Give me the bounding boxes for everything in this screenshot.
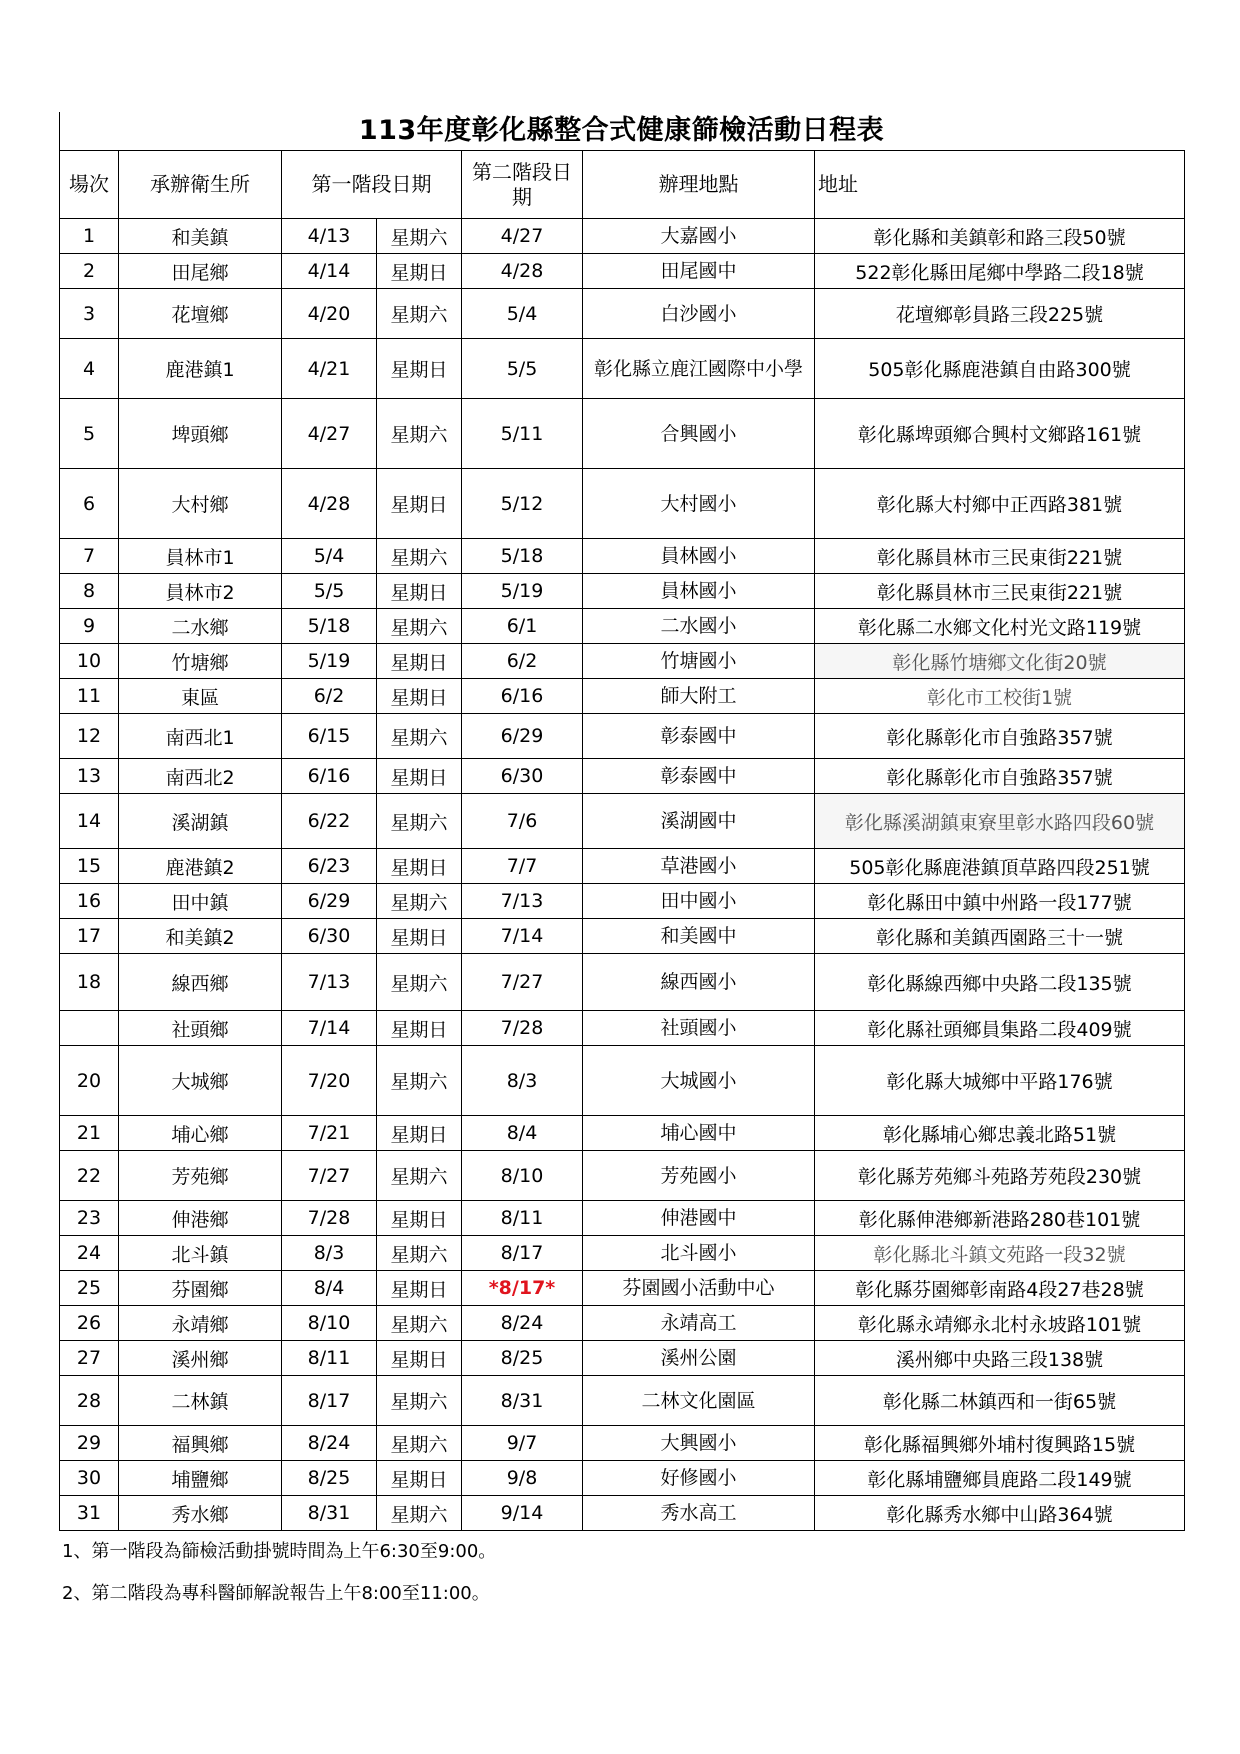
- cell-phase1-date: 8/31: [282, 1496, 377, 1531]
- table-row: [60, 609, 1185, 644]
- cell-address: 彰化縣二林鎮西和一街65號: [815, 1376, 1185, 1426]
- cell-venue: 社頭國小: [583, 1011, 815, 1046]
- cell-phase1-weekday: 星期六: [377, 884, 462, 919]
- cell-phase1-weekday: 星期日: [377, 574, 462, 609]
- cell-phase1-weekday: 星期六: [377, 1151, 462, 1201]
- cell-unit: 田中鎮: [119, 884, 282, 919]
- cell-phase1-date: 7/21: [282, 1116, 377, 1151]
- cell-phase1-date: 7/13: [282, 954, 377, 1011]
- cell-phase2-date: 6/1: [462, 609, 583, 644]
- table-row: [60, 1201, 1185, 1236]
- cell-unit: 溪湖鎮: [119, 794, 282, 849]
- cell-phase1-date: 4/14: [282, 254, 377, 289]
- cell-venue: 北斗國小: [583, 1236, 815, 1271]
- cell-address: 彰化縣永靖鄉永北村永坡路101號: [815, 1306, 1185, 1341]
- cell-phase2-date: 7/13: [462, 884, 583, 919]
- cell-address: 彰化縣埤頭鄉合興村文鄉路161號: [815, 399, 1185, 469]
- cell-phase2-date: 5/12: [462, 469, 583, 539]
- cell-phase2-date: 7/27: [462, 954, 583, 1011]
- cell-phase1-weekday: 星期日: [377, 1201, 462, 1236]
- cell-phase1-date: 5/18: [282, 609, 377, 644]
- cell-venue: 芬園國小活動中心: [583, 1271, 815, 1306]
- cell-session: 12: [60, 714, 119, 759]
- cell-address: 彰化縣芳苑鄉斗苑路芳苑段230號: [815, 1151, 1185, 1201]
- cell-session: 27: [60, 1341, 119, 1376]
- cell-session: 21: [60, 1116, 119, 1151]
- table-row: [60, 219, 1185, 254]
- cell-phase2-date: 5/18: [462, 539, 583, 574]
- cell-phase2-date: 6/2: [462, 644, 583, 679]
- cell-phase2-date: 8/17: [462, 1236, 583, 1271]
- cell-address: 彰化縣竹塘鄉文化街20號: [815, 644, 1185, 679]
- cell-unit: 埔鹽鄉: [119, 1461, 282, 1496]
- cell-unit: 和美鎮2: [119, 919, 282, 954]
- cell-session: 3: [60, 289, 119, 339]
- cell-session: 1: [60, 219, 119, 254]
- cell-phase1-date: 5/5: [282, 574, 377, 609]
- cell-venue: 二水國小: [583, 609, 815, 644]
- cell-venue: 伸港國中: [583, 1201, 815, 1236]
- cell-phase2-date: 5/4: [462, 289, 583, 339]
- cell-phase2-date: 8/24: [462, 1306, 583, 1341]
- header-unit: 承辦衛生所: [119, 151, 282, 219]
- cell-phase2-date: 5/11: [462, 399, 583, 469]
- table-row: [60, 254, 1185, 289]
- cell-phase1-weekday: 星期六: [377, 539, 462, 574]
- cell-session: 8: [60, 574, 119, 609]
- cell-phase2-date: 8/4: [462, 1116, 583, 1151]
- table-row: [60, 1461, 1185, 1496]
- header-row: [60, 151, 1185, 219]
- cell-venue: 員林國小: [583, 574, 815, 609]
- cell-phase1-weekday: 星期六: [377, 954, 462, 1011]
- cell-phase1-date: 7/28: [282, 1201, 377, 1236]
- cell-venue: 竹塘國小: [583, 644, 815, 679]
- cell-phase1-weekday: 星期六: [377, 399, 462, 469]
- cell-address: 522彰化縣田尾鄉中學路二段18號: [815, 254, 1185, 289]
- cell-phase1-weekday: 星期六: [377, 1046, 462, 1116]
- cell-unit: 東區: [119, 679, 282, 714]
- cell-session: 23: [60, 1201, 119, 1236]
- cell-address: 彰化縣員林市三民東街221號: [815, 574, 1185, 609]
- cell-phase1-weekday: 星期日: [377, 254, 462, 289]
- cell-unit: 鹿港鎮1: [119, 339, 282, 399]
- cell-address: 彰化縣大城鄉中平路176號: [815, 1046, 1185, 1116]
- cell-unit: 竹塘鄉: [119, 644, 282, 679]
- cell-phase1-weekday: 星期日: [377, 1341, 462, 1376]
- cell-venue: 溪州公園: [583, 1341, 815, 1376]
- cell-phase1-date: 8/4: [282, 1271, 377, 1306]
- cell-venue: 彰泰國中: [583, 759, 815, 794]
- cell-address: 505彰化縣鹿港鎮自由路300號: [815, 339, 1185, 399]
- table-row: [60, 1011, 1185, 1046]
- schedule-body: [60, 219, 1185, 1531]
- note-phase2: 2、第二階段為專科醫師解說報告上午8:00至11:00。: [62, 1583, 490, 1604]
- cell-address: 彰化縣員林市三民東街221號: [815, 539, 1185, 574]
- cell-session: 18: [60, 954, 119, 1011]
- cell-venue: 大嘉國小: [583, 219, 815, 254]
- cell-phase1-weekday: 星期六: [377, 1306, 462, 1341]
- cell-phase2-date: 8/11: [462, 1201, 583, 1236]
- cell-unit: 田尾鄉: [119, 254, 282, 289]
- cell-unit: 大城鄉: [119, 1046, 282, 1116]
- cell-session: 4: [60, 339, 119, 399]
- cell-session: 20: [60, 1046, 119, 1116]
- table-row: [60, 954, 1185, 1011]
- cell-phase1-weekday: 星期六: [377, 794, 462, 849]
- table-row: [60, 644, 1185, 679]
- cell-phase2-date: 9/14: [462, 1496, 583, 1531]
- cell-phase1-date: 8/17: [282, 1376, 377, 1426]
- cell-unit: 南西北2: [119, 759, 282, 794]
- cell-phase1-date: 8/3: [282, 1236, 377, 1271]
- header-venue: 辦理地點: [583, 151, 815, 219]
- cell-address: 彰化縣社頭鄉員集路二段409號: [815, 1011, 1185, 1046]
- cell-phase2-date: 4/27: [462, 219, 583, 254]
- cell-venue: 和美國中: [583, 919, 815, 954]
- cell-phase2-date: 7/14: [462, 919, 583, 954]
- cell-session: 11: [60, 679, 119, 714]
- cell-phase1-date: 8/25: [282, 1461, 377, 1496]
- header-address: 地址: [815, 151, 1185, 219]
- cell-phase1-date: 4/28: [282, 469, 377, 539]
- cell-address: 彰化縣線西鄉中央路二段135號: [815, 954, 1185, 1011]
- cell-phase2-date: 9/7: [462, 1426, 583, 1461]
- cell-phase1-date: 6/30: [282, 919, 377, 954]
- cell-phase1-weekday: 星期六: [377, 1236, 462, 1271]
- cell-address: 彰化縣秀水鄉中山路364號: [815, 1496, 1185, 1531]
- cell-phase2-date: 5/19: [462, 574, 583, 609]
- page-title: 113年度彰化縣整合式健康篩檢活動日程表: [358, 115, 885, 146]
- cell-venue: 師大附工: [583, 679, 815, 714]
- cell-phase1-weekday: 星期日: [377, 1271, 462, 1306]
- cell-address: 彰化縣二水鄉文化村光文路119號: [815, 609, 1185, 644]
- cell-unit: 芬園鄉: [119, 1271, 282, 1306]
- table-row: [60, 1116, 1185, 1151]
- cell-address: 彰化縣彰化市自強路357號: [815, 714, 1185, 759]
- table-row: [60, 1271, 1185, 1306]
- cell-venue: 秀水高工: [583, 1496, 815, 1531]
- cell-unit: 溪州鄉: [119, 1341, 282, 1376]
- table-row: [60, 884, 1185, 919]
- cell-address: 彰化縣溪湖鎮東寮里彰水路四段60號: [815, 794, 1185, 849]
- table-row: [60, 919, 1185, 954]
- cell-venue: 好修國小: [583, 1461, 815, 1496]
- cell-phase1-weekday: 星期六: [377, 714, 462, 759]
- cell-address: 彰化縣伸港鄉新港路280巷101號: [815, 1201, 1185, 1236]
- cell-address: 彰化市工校街1號: [815, 679, 1185, 714]
- cell-session: 22: [60, 1151, 119, 1201]
- cell-phase1-weekday: 星期日: [377, 679, 462, 714]
- cell-phase1-weekday: 星期日: [377, 339, 462, 399]
- cell-phase2-date: 8/25: [462, 1341, 583, 1376]
- cell-venue: 大興國小: [583, 1426, 815, 1461]
- cell-phase1-date: 8/24: [282, 1426, 377, 1461]
- cell-phase1-date: 7/14: [282, 1011, 377, 1046]
- cell-unit: 二林鎮: [119, 1376, 282, 1426]
- cell-phase1-date: 5/19: [282, 644, 377, 679]
- cell-unit: 花壇鄉: [119, 289, 282, 339]
- cell-venue: 大村國小: [583, 469, 815, 539]
- cell-phase1-weekday: 星期六: [377, 1376, 462, 1426]
- cell-phase1-date: 6/2: [282, 679, 377, 714]
- cell-unit: 北斗鎮: [119, 1236, 282, 1271]
- cell-phase1-date: 4/13: [282, 219, 377, 254]
- cell-unit: 社頭鄉: [119, 1011, 282, 1046]
- table-row: [60, 759, 1185, 794]
- cell-session: 31: [60, 1496, 119, 1531]
- cell-phase2-date: 6/30: [462, 759, 583, 794]
- cell-unit: 員林市1: [119, 539, 282, 574]
- cell-session: 2: [60, 254, 119, 289]
- cell-venue: 永靖高工: [583, 1306, 815, 1341]
- cell-session: 6: [60, 469, 119, 539]
- table-row: [60, 1341, 1185, 1376]
- cell-phase2-date: 6/16: [462, 679, 583, 714]
- cell-phase1-date: 8/11: [282, 1341, 377, 1376]
- cell-phase1-date: 7/27: [282, 1151, 377, 1201]
- cell-address: 花壇鄉彰員路三段225號: [815, 289, 1185, 339]
- cell-session: [60, 1011, 119, 1046]
- cell-phase2-date: 4/28: [462, 254, 583, 289]
- cell-venue: 合興國小: [583, 399, 815, 469]
- table-row: [60, 714, 1185, 759]
- cell-session: 13: [60, 759, 119, 794]
- cell-session: 16: [60, 884, 119, 919]
- cell-unit: 福興鄉: [119, 1426, 282, 1461]
- cell-unit: 線西鄉: [119, 954, 282, 1011]
- table-row: [60, 574, 1185, 609]
- table-row: [60, 1496, 1185, 1531]
- table-row: [60, 539, 1185, 574]
- cell-session: 5: [60, 399, 119, 469]
- cell-venue: 田中國小: [583, 884, 815, 919]
- cell-phase1-weekday: 星期六: [377, 609, 462, 644]
- cell-venue: 大城國小: [583, 1046, 815, 1116]
- cell-phase1-date: 4/21: [282, 339, 377, 399]
- table-row: [60, 1151, 1185, 1201]
- table-row: [60, 1426, 1185, 1461]
- header-phase1: 第一階段日期: [282, 151, 462, 219]
- cell-phase1-date: 6/29: [282, 884, 377, 919]
- note-phase1: 1、第一階段為篩檢活動掛號時間為上午6:30至9:00。: [62, 1541, 497, 1562]
- table-row: [60, 679, 1185, 714]
- cell-unit: 伸港鄉: [119, 1201, 282, 1236]
- table-row: [60, 849, 1185, 884]
- table-row: [60, 289, 1185, 339]
- cell-address: 彰化縣埔鹽鄉員鹿路二段149號: [815, 1461, 1185, 1496]
- cell-unit: 二水鄉: [119, 609, 282, 644]
- cell-address: 彰化縣福興鄉外埔村復興路15號: [815, 1426, 1185, 1461]
- table-row: [60, 1306, 1185, 1341]
- cell-unit: 秀水鄉: [119, 1496, 282, 1531]
- cell-phase1-weekday: 星期日: [377, 1116, 462, 1151]
- header-session: 場次: [60, 151, 119, 219]
- cell-address: 彰化縣埔心鄉忠義北路51號: [815, 1116, 1185, 1151]
- cell-address: 彰化縣田中鎮中州路一段177號: [815, 884, 1185, 919]
- cell-phase2-date: 7/6: [462, 794, 583, 849]
- cell-session: 15: [60, 849, 119, 884]
- cell-phase1-weekday: 星期日: [377, 919, 462, 954]
- cell-phase1-weekday: 星期六: [377, 1426, 462, 1461]
- cell-session: 10: [60, 644, 119, 679]
- cell-unit: 芳苑鄉: [119, 1151, 282, 1201]
- cell-address: 彰化縣和美鎮西園路三十一號: [815, 919, 1185, 954]
- cell-unit: 員林市2: [119, 574, 282, 609]
- cell-venue: 芳苑國小: [583, 1151, 815, 1201]
- cell-address: 彰化縣芬園鄉彰南路4段27巷28號: [815, 1271, 1185, 1306]
- cell-address: 彰化縣彰化市自強路357號: [815, 759, 1185, 794]
- table-row: [60, 794, 1185, 849]
- cell-phase2-date: 8/10: [462, 1151, 583, 1201]
- table-row: [60, 1236, 1185, 1271]
- cell-phase1-date: 6/22: [282, 794, 377, 849]
- cell-phase1-date: 5/4: [282, 539, 377, 574]
- cell-phase1-weekday: 星期六: [377, 219, 462, 254]
- cell-phase1-weekday: 星期日: [377, 849, 462, 884]
- cell-session: 9: [60, 609, 119, 644]
- cell-phase1-date: 6/15: [282, 714, 377, 759]
- cell-address: 彰化縣和美鎮彰和路三段50號: [815, 219, 1185, 254]
- cell-venue: 埔心國中: [583, 1116, 815, 1151]
- cell-venue: 田尾國中: [583, 254, 815, 289]
- cell-venue: 線西國小: [583, 954, 815, 1011]
- table-row: [60, 399, 1185, 469]
- cell-phase1-weekday: 星期日: [377, 759, 462, 794]
- cell-venue: 二林文化園區: [583, 1376, 815, 1426]
- cell-phase1-date: 6/16: [282, 759, 377, 794]
- cell-unit: 和美鎮: [119, 219, 282, 254]
- cell-phase2-date: *8/17*: [462, 1271, 583, 1306]
- cell-phase2-date: 9/8: [462, 1461, 583, 1496]
- cell-address: 溪州鄉中央路三段138號: [815, 1341, 1185, 1376]
- cell-phase1-weekday: 星期六: [377, 1496, 462, 1531]
- cell-phase1-weekday: 星期日: [377, 1461, 462, 1496]
- cell-phase1-date: 7/20: [282, 1046, 377, 1116]
- cell-venue: 溪湖國中: [583, 794, 815, 849]
- cell-venue: 彰泰國中: [583, 714, 815, 759]
- cell-unit: 大村鄉: [119, 469, 282, 539]
- cell-phase2-date: 7/7: [462, 849, 583, 884]
- cell-session: 7: [60, 539, 119, 574]
- table-row: [60, 1376, 1185, 1426]
- cell-phase1-weekday: 星期日: [377, 469, 462, 539]
- cell-unit: 南西北1: [119, 714, 282, 759]
- cell-phase2-date: 6/29: [462, 714, 583, 759]
- cell-unit: 鹿港鎮2: [119, 849, 282, 884]
- cell-session: 26: [60, 1306, 119, 1341]
- cell-phase2-date: 7/28: [462, 1011, 583, 1046]
- table-row: [60, 1046, 1185, 1116]
- cell-venue: 員林國小: [583, 539, 815, 574]
- cell-phase1-date: 6/23: [282, 849, 377, 884]
- cell-session: 29: [60, 1426, 119, 1461]
- cell-session: 24: [60, 1236, 119, 1271]
- cell-phase1-weekday: 星期六: [377, 289, 462, 339]
- cell-unit: 埤頭鄉: [119, 399, 282, 469]
- cell-venue: 彰化縣立鹿江國際中小學: [583, 339, 815, 399]
- cell-phase1-date: 4/27: [282, 399, 377, 469]
- cell-address: 彰化縣北斗鎮文苑路一段32號: [815, 1236, 1185, 1271]
- cell-session: 17: [60, 919, 119, 954]
- cell-session: 30: [60, 1461, 119, 1496]
- cell-address: 彰化縣大村鄉中正西路381號: [815, 469, 1185, 539]
- schedule-table: [59, 150, 1185, 1531]
- cell-phase1-date: 8/10: [282, 1306, 377, 1341]
- cell-session: 28: [60, 1376, 119, 1426]
- cell-phase2-date: 5/5: [462, 339, 583, 399]
- cell-phase1-date: 4/20: [282, 289, 377, 339]
- table-row: [60, 469, 1185, 539]
- cell-unit: 永靖鄉: [119, 1306, 282, 1341]
- cell-session: 25: [60, 1271, 119, 1306]
- cell-phase1-weekday: 星期日: [377, 644, 462, 679]
- cell-address: 505彰化縣鹿港鎮頂草路四段251號: [815, 849, 1185, 884]
- cell-phase2-date: 8/31: [462, 1376, 583, 1426]
- table-row: [60, 339, 1185, 399]
- cell-venue: 白沙國小: [583, 289, 815, 339]
- cell-session: 14: [60, 794, 119, 849]
- cell-unit: 埔心鄉: [119, 1116, 282, 1151]
- header-phase2: 第二階段日期: [462, 151, 583, 219]
- cell-phase1-weekday: 星期日: [377, 1011, 462, 1046]
- cell-phase2-date: 8/3: [462, 1046, 583, 1116]
- cell-venue: 草港國小: [583, 849, 815, 884]
